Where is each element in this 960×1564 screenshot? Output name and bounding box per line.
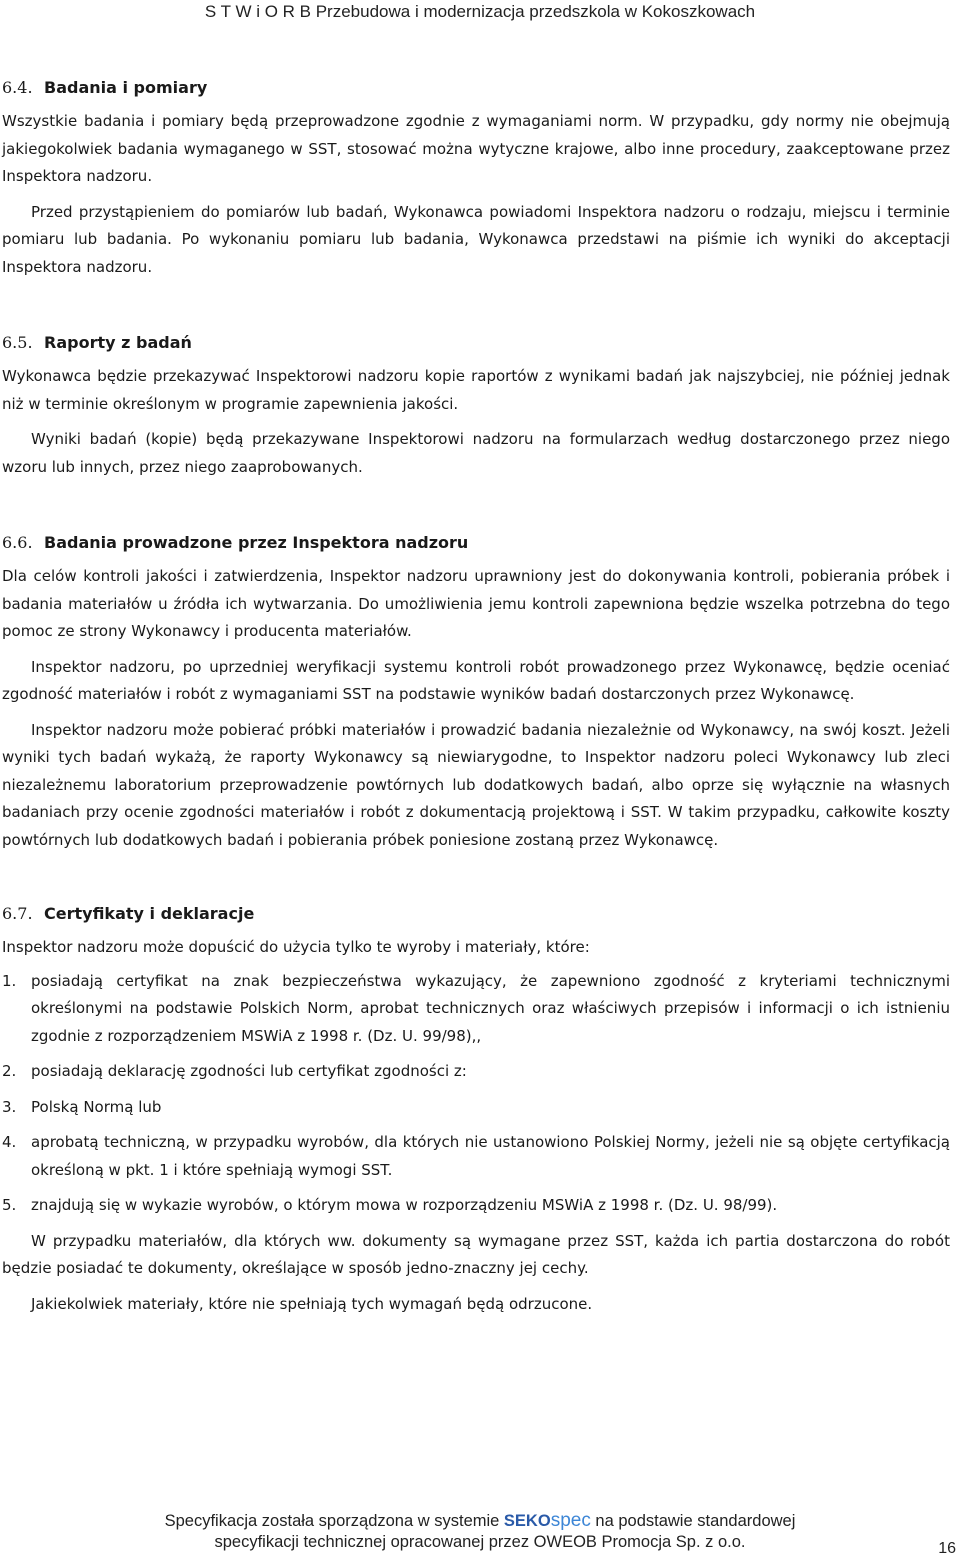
paragraph: Przed przystąpieniem do pomiarów lub badań, Wykonawca powiadomi Inspektora nadzoru o rodzaju, miejscu i terminie pomiaru lub badania. Po wykonaniu pomiaru lub badania, Wykonawca przedstawi na piśmie ich wyniki do akceptacji Inspektora nadzoru.	[2, 202, 950, 276]
list-item	[2, 1058, 950, 1086]
requirements-list	[2, 968, 950, 1220]
list-item	[2, 1094, 950, 1122]
section-number: 6.5.	[2, 333, 33, 352]
list-item-number: 2.	[2, 1062, 17, 1080]
list-item-text: posiadają certyfikat na znak bezpieczeństwa wykazujący, że zapewniono zgodność z kryteriami technicznymi określonymi na podstawie Polskich Norm, aprobat technicznych oraz właściwych przepisów i informacji o ich istnieniu zgodnie z rozporządzeniem MSWiA z 1998 r. (Dz. U. 99/98),,	[31, 971, 950, 1045]
paragraph: Wszystkie badania i pomiary będą przeprowadzone zgodnie z wymaganiami norm. W przypadku, gdy normy nie obejmują jakiegokolwiek badania wymaganego w SST, stosować można wytyczne krajowe, albo inne procedury, zaakceptowane przez Inspektora nadzoru.	[2, 112, 950, 185]
brand-logo-seko: SEKO	[503, 1512, 551, 1530]
paragraph: W przypadku materiałów, dla których ww. dokumenty są wymagane przez SST, każda ich partia dostarczona do robót będzie posiadać te dokumenty, określające w sposób jedno-znaczny jej cechy.	[2, 1231, 950, 1277]
page-header: S T W i O R B Przebudowa i modernizacja przedszkola w Kokoszkowach	[204, 2, 756, 21]
section-heading-6-7	[2, 900, 950, 928]
list-item-number: 3.	[2, 1097, 17, 1116]
list-item-number: 5.	[2, 1196, 17, 1214]
page-footer	[0, 1510, 960, 1553]
list-item	[2, 1192, 950, 1220]
list-item-text: znajdują się w wykazie wyrobów, o którym mowa w rozporządzeniu MSWiA z 1998 r. (Dz. U. 98/99).	[31, 1196, 778, 1214]
section-title: Badania i pomiary	[44, 78, 208, 97]
paragraph: Dla celów kontroli jakości i zatwierdzenia, Inspektor nadzoru uprawniony jest do dokonywania kontroli, pobierania próbek i badania materiałów u źródła ich wytwarzania. Do umożliwienia jemu kontroli zapewniona będzie wszelka potrzebna do tego pomoc ze strony Wykonawcy i producenta materiałów.	[2, 567, 950, 640]
paragraph: Inspektor nadzoru może dopuścić do użycia tylko te wyroby i materiały, które:	[2, 938, 590, 956]
paragraph: Inspektor nadzoru, po uprzedniej weryfikacji systemu kontroli robót prowadzonego przez Wykonawcę, będzie oceniać zgodność materiałów i robót z wymaganiami SST na podstawie wyników badań dostarczonych przez Wykonawcę.	[2, 657, 950, 703]
list-item-number: 4.	[2, 1133, 17, 1151]
list-item-text: posiadają deklarację zgodności lub certyfikat zgodności z:	[31, 1062, 467, 1080]
paragraph: Wyniki badań (kopie) będą przekazywane Inspektorowi nadzoru na formularzach według dostarczonego przez niego wzoru lub innych, przez niego zaaprobowanych.	[2, 430, 950, 476]
list-item-text: aprobatą techniczną, w przypadku wyrobów, dla których nie ustanowiono Polskiej Normy, jeżeli nie są objęte certyfikacją określoną w pkt. 1 i które spełniają wymogi SST.	[31, 1133, 950, 1179]
section-title: Certyfikaty i deklaracje	[44, 904, 255, 923]
footer-text: Specyfikacja została sporządzona w systemie	[164, 1512, 504, 1530]
footer-line-1	[0, 1510, 960, 1532]
paragraph: Jakiekolwiek materiały, które nie spełniają tych wymagań będą odrzucone.	[31, 1294, 593, 1313]
section-heading-6-5	[2, 329, 950, 357]
section-heading-6-4	[2, 74, 950, 102]
list-item	[2, 1129, 950, 1184]
footer-text: na podstawie standardowej	[590, 1512, 796, 1530]
section-heading-6-6	[2, 529, 950, 557]
page-number: 16	[938, 1540, 956, 1557]
document-body	[2, 74, 950, 1318]
section-title: Badania prowadzone przez Inspektora nadzoru	[44, 533, 469, 552]
section-number: 6.7.	[2, 904, 33, 923]
paragraph: Wykonawca będzie przekazywać Inspektorowi nadzoru kopie raportów z wynikami badań jak najszybciej, nie później jednak niż w terminie określonym w programie zapewnienia jakości.	[2, 367, 950, 413]
section-number: 6.6.	[2, 533, 33, 552]
list-item	[2, 968, 950, 1051]
section-title: Raporty z badań	[44, 333, 192, 352]
footer-line-2: specyfikacji technicznej opracowanej przez OWEOB Promocja Sp. z o.o.	[214, 1533, 746, 1551]
list-item-text: Polską Normą lub	[31, 1097, 162, 1116]
section-number: 6.4.	[2, 78, 33, 97]
list-item-number: 1.	[2, 971, 17, 990]
paragraph: Inspektor nadzoru może pobierać próbki materiałów i prowadzić badania niezależnie od Wykonawcy, na swój koszt. Jeżeli wyniki tych badań wykażą, że raporty Wykonawcy są niewiarygodne, to Inspektor nadzoru poleci Wykonawcy lub zleci niezależnemu laboratorium przeprowadzenie powtórnych lub dodatkowych badań, albo oprze się wyłącznie na własnych badaniach przy ocenie zgodności materiałów i robót z dokumentacją projektową i SST. W takim przypadku, całkowite koszty powtórnych lub dodatkowych badań i pobierania próbek poniesione zostaną przez Wykonawcę.	[2, 720, 950, 849]
brand-logo-spec: spec	[550, 1510, 591, 1531]
